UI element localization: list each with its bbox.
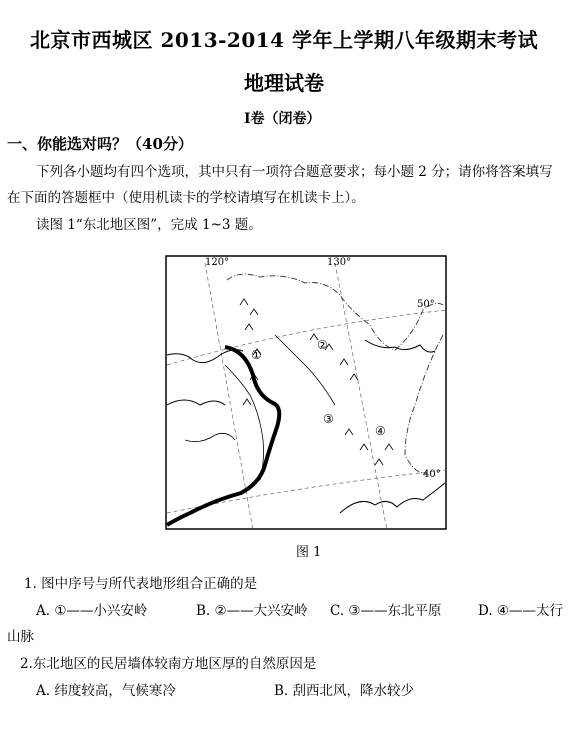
question-2-stem: 2.东北地区的民居墙体较南方地区厚的自然原因是	[20, 656, 317, 672]
question-1-option-b: B. ②——大兴安岭	[196, 603, 308, 619]
figure-reference-line: 读图 1“东北地区图”，完成 1~3 题。	[36, 217, 262, 233]
region-marker-4: ④	[375, 424, 386, 438]
lon-label-120: 120°	[205, 257, 230, 268]
question-1-option-c: C. ③——东北平原	[330, 603, 442, 619]
region-marker-1: ①	[251, 348, 262, 362]
northeast-china-map	[165, 255, 447, 530]
question-1-option-d: D. ④——太行	[478, 603, 564, 619]
lon-label-130: 130°	[327, 257, 352, 268]
question-1-stem: 1. 图中序号与所代表地形组合正确的是	[24, 576, 258, 592]
instruction-line-2: 在下面的答题框中（使用机读卡的学校请填写在机读卡上）。	[7, 190, 365, 206]
region-marker-3: ③	[323, 412, 334, 426]
exam-subtitle: 地理试卷	[244, 71, 324, 95]
figure-caption: 图 1	[296, 545, 322, 560]
region-marker-2: ②	[317, 338, 328, 352]
lat-label-40: 40°	[423, 469, 441, 480]
question-2-option-a: A. 纬度较高，气候寒冷	[36, 683, 176, 699]
paper-part-label: I卷（闭卷）	[244, 111, 321, 127]
instruction-line-1: 下列各小题均有四个选项，其中只有一项符合题意要求；每小题 2 分；请你将答案填写	[36, 164, 553, 180]
question-2-option-b: B. 刮西北风，降水较少	[274, 683, 415, 699]
question-1-option-a: A. ①——小兴安岭	[36, 603, 148, 619]
exam-title: 北京市西城区 2013-2014 学年上学期八年级期末考试	[30, 28, 539, 52]
question-1-option-d-wrap: 山脉	[7, 629, 34, 645]
lat-label-50: 50°	[417, 299, 435, 310]
section-heading: 一、你能选对吗？（40分）	[7, 135, 193, 153]
